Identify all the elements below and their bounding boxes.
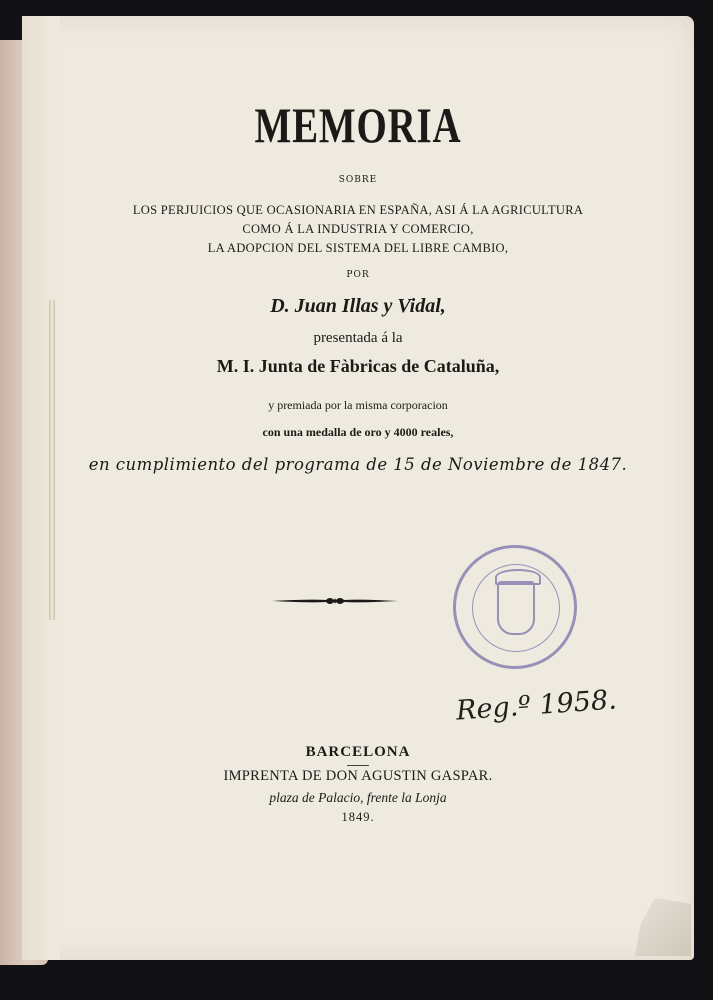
imprint-rule <box>347 765 369 766</box>
institution-name: M. I. Junta de Fàbricas de Cataluña, <box>216 356 500 376</box>
program-line: en cumplimiento del programa de 15 de Noviembre de 1847. <box>88 455 628 475</box>
ornament-divider-icon <box>270 594 400 608</box>
imprint-year: 1849. <box>341 810 375 824</box>
registration-number: Reg.º 1958. <box>455 684 618 727</box>
library-stamp <box>453 545 577 669</box>
medal-line: con una medalla de oro y 4000 reales, <box>262 425 454 439</box>
stamp-inner-ring <box>472 564 560 652</box>
award-line: y premiada por la misma corporacion <box>268 398 448 412</box>
coat-of-arms-icon <box>497 581 535 635</box>
subtitle-line-3: LA ADOPCION DEL SISTEMA DEL LIBRE CAMBIO, <box>207 241 509 255</box>
por-label: POR <box>346 270 370 280</box>
crown-icon <box>495 569 541 585</box>
subtitle-line-1: LOS PERJUICIOS QUE OCASIONARIA EN ESPAÑA, ASI Á LA AGRICULTURA <box>132 203 584 217</box>
subtitle-line-2: COMO Á LA INDUSTRIA Y COMERCIO, <box>242 222 474 236</box>
presented-to-line: presentada á la <box>313 330 403 346</box>
author-name: D. Juan Illas y Vidal, <box>270 295 446 317</box>
imprint-city: BARCELONA <box>305 744 411 760</box>
imprint-address: plaza de Palacio, frente la Lonja <box>269 790 447 805</box>
sobre-label: SOBRE <box>338 175 378 185</box>
document-title: MEMORIA <box>254 97 462 153</box>
imprint-printer: IMPRENTA DE DON AGUSTIN GASPAR. <box>223 768 493 784</box>
